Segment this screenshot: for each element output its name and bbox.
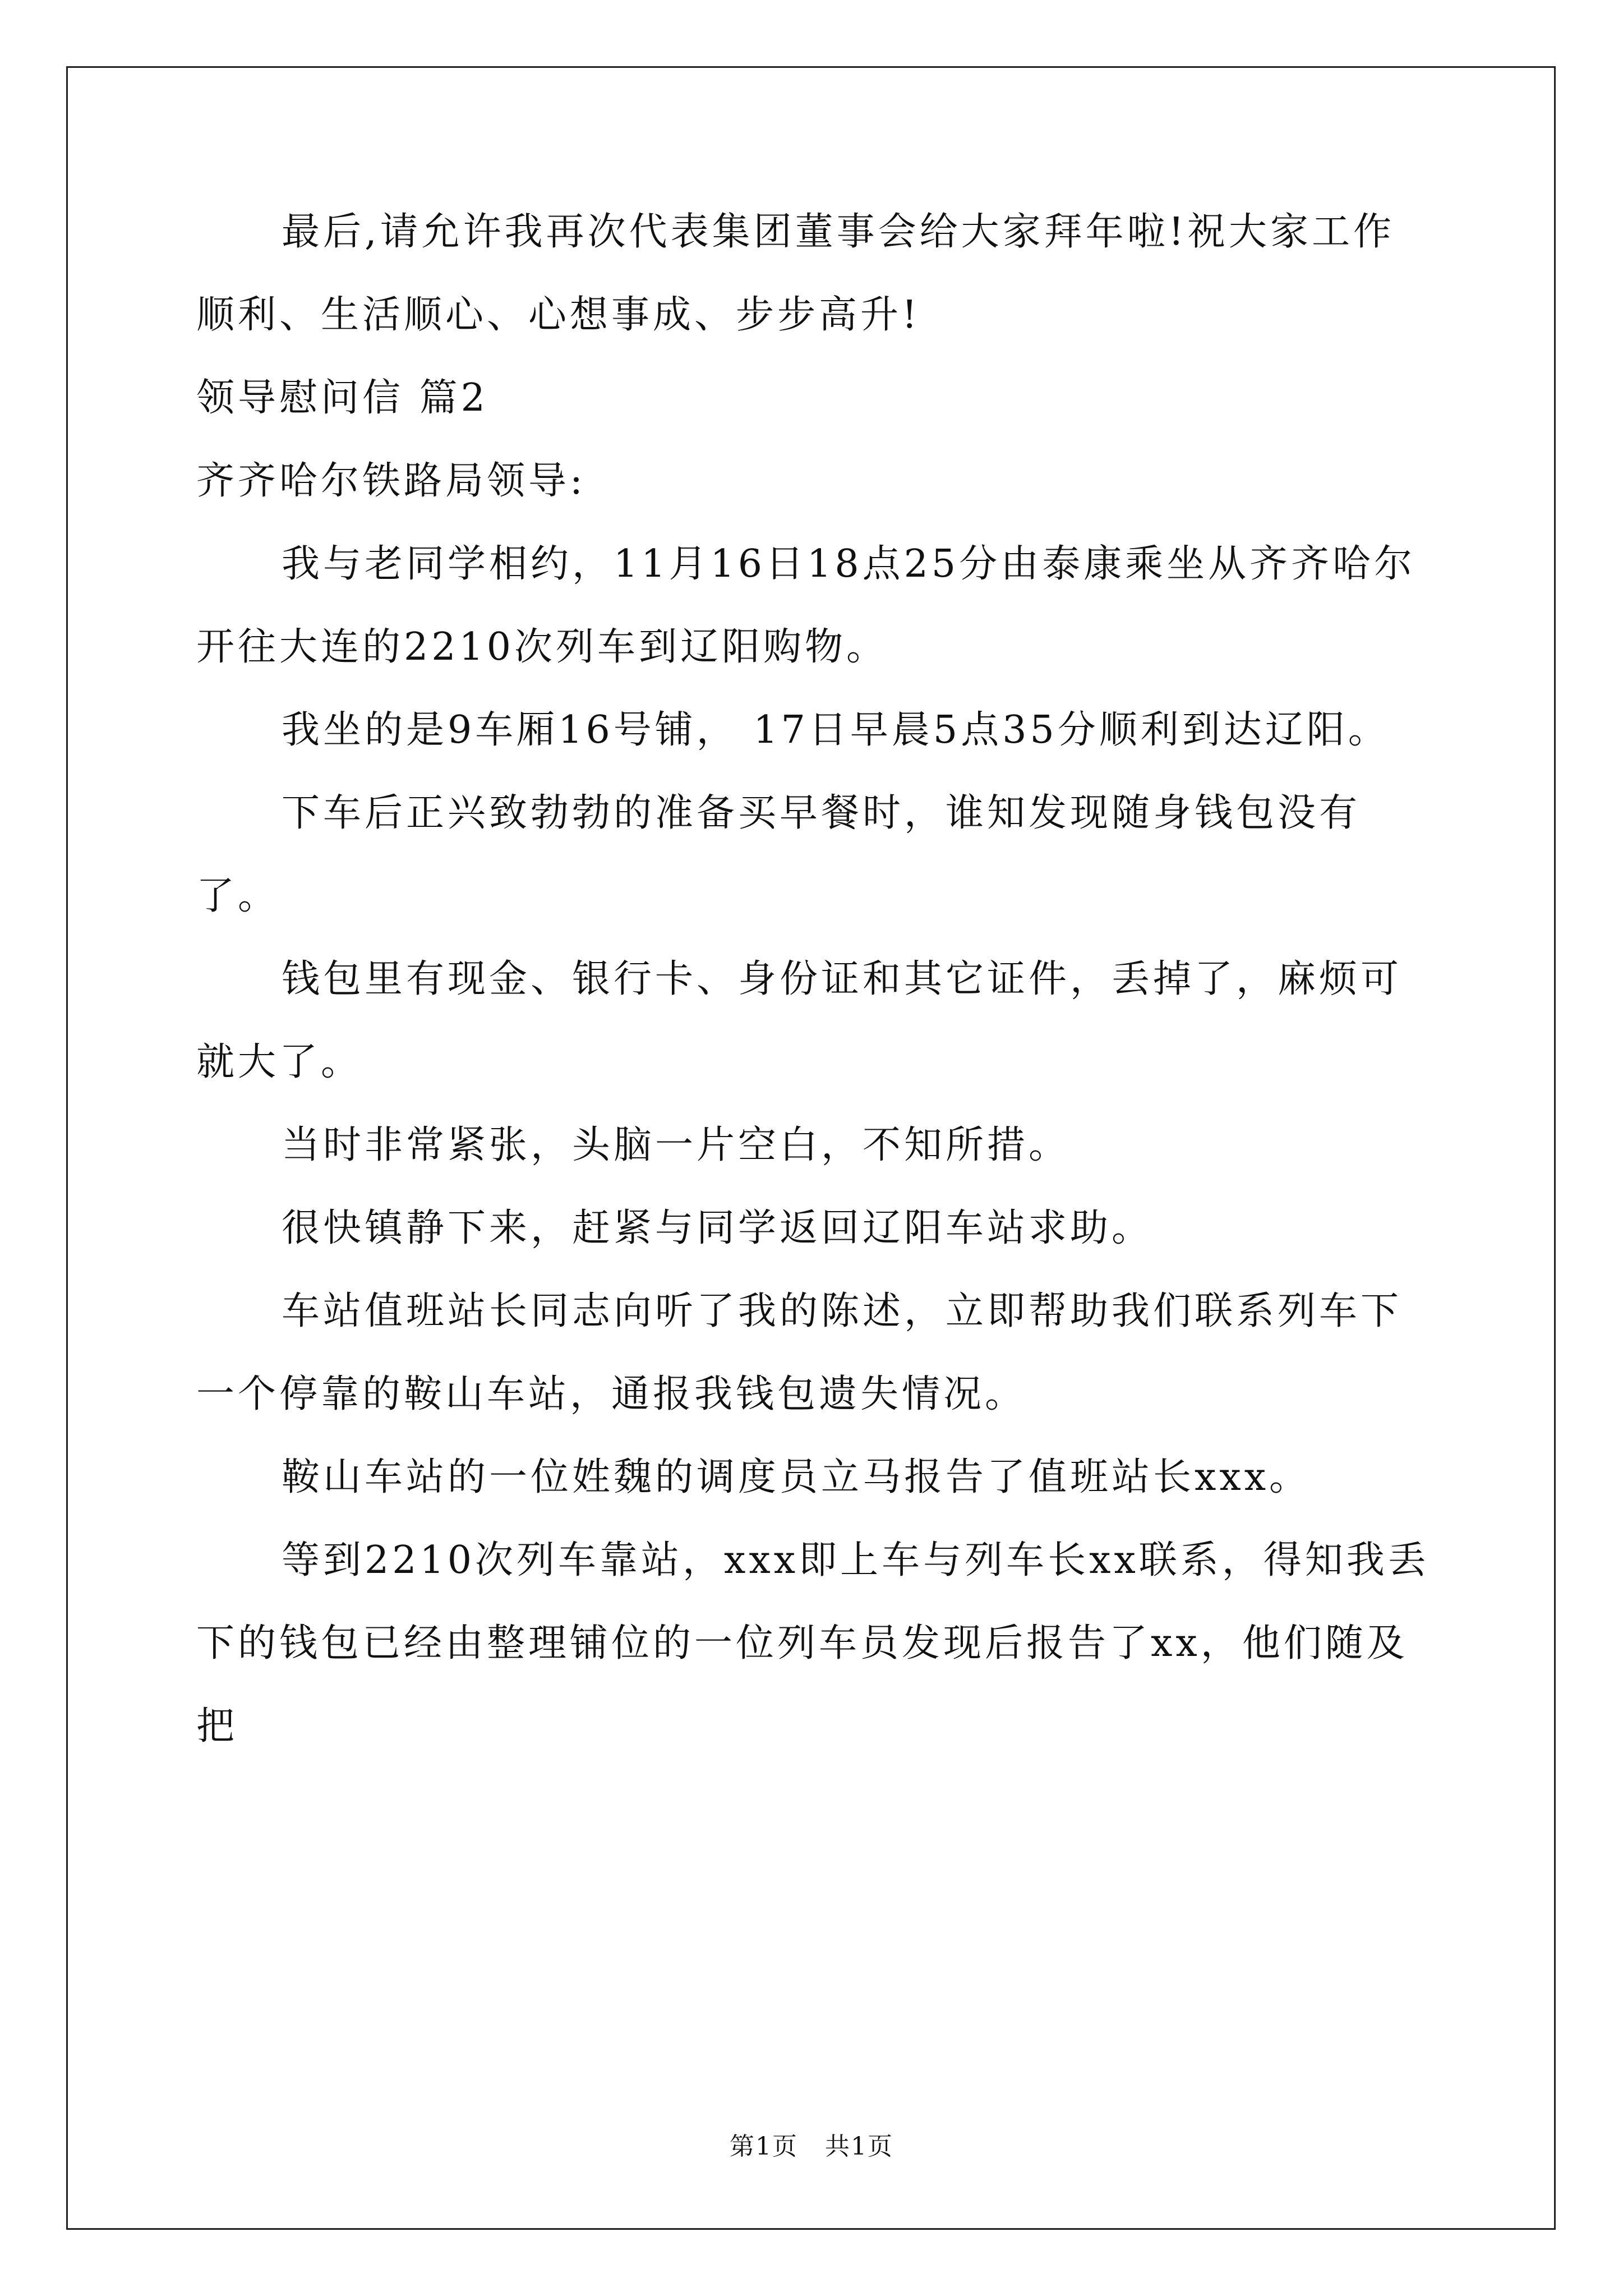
paragraph: 我与老同学相约，11月16日18点25分由泰康乘坐从齐齐哈尔开往大连的2210次列车到辽阳购物。 [196, 542, 1416, 669]
paragraph: 我坐的是9车厢16号铺， 17日早晨5点35分顺利到达辽阳。 [282, 708, 1390, 752]
paragraph: 很快镇静下来，赶紧与同学返回辽阳车站求助。 [282, 1206, 1154, 1250]
paragraph: 当时非常紧张，头脑一片空白，不知所措。 [282, 1123, 1071, 1167]
page-footer [0, 2126, 1623, 2162]
document-body [196, 191, 1430, 1768]
paragraph-closing-wishes: 最后,请允许我再次代表集团董事会给大家拜年啦!祝大家工作顺利、生活顺心、心想事成、步步高升! [196, 210, 1395, 337]
page-total: 共1页 [825, 2132, 893, 2161]
paragraph: 钱包里有现金、银行卡、身份证和其它证件，丢掉了，麻烦可就大了。 [196, 957, 1403, 1084]
letter-salutation: 齐齐哈尔铁路局领导: [196, 459, 586, 503]
section-heading: 领导慰问信 篇2 [196, 376, 488, 420]
paragraph: 等到2210次列车靠站，xxx即上车与列车长xx联系，得知我丢下的钱包已经由整理铺位的一位列车员发现后报告了xx，他们随及把 [196, 1538, 1430, 1749]
paragraph: 下车后正兴致勃勃的准备买早餐时，谁知发现随身钱包没有了。 [196, 791, 1361, 918]
page-number: 第1页 [730, 2132, 798, 2161]
paragraph: 车站值班站长同志向听了我的陈述，立即帮助我们联系列车下一个停靠的鞍山车站，通报我钱包遗失情况。 [196, 1289, 1403, 1416]
paragraph: 鞍山车站的一位姓魏的调度员立马报告了值班站长xxx。 [282, 1455, 1311, 1499]
